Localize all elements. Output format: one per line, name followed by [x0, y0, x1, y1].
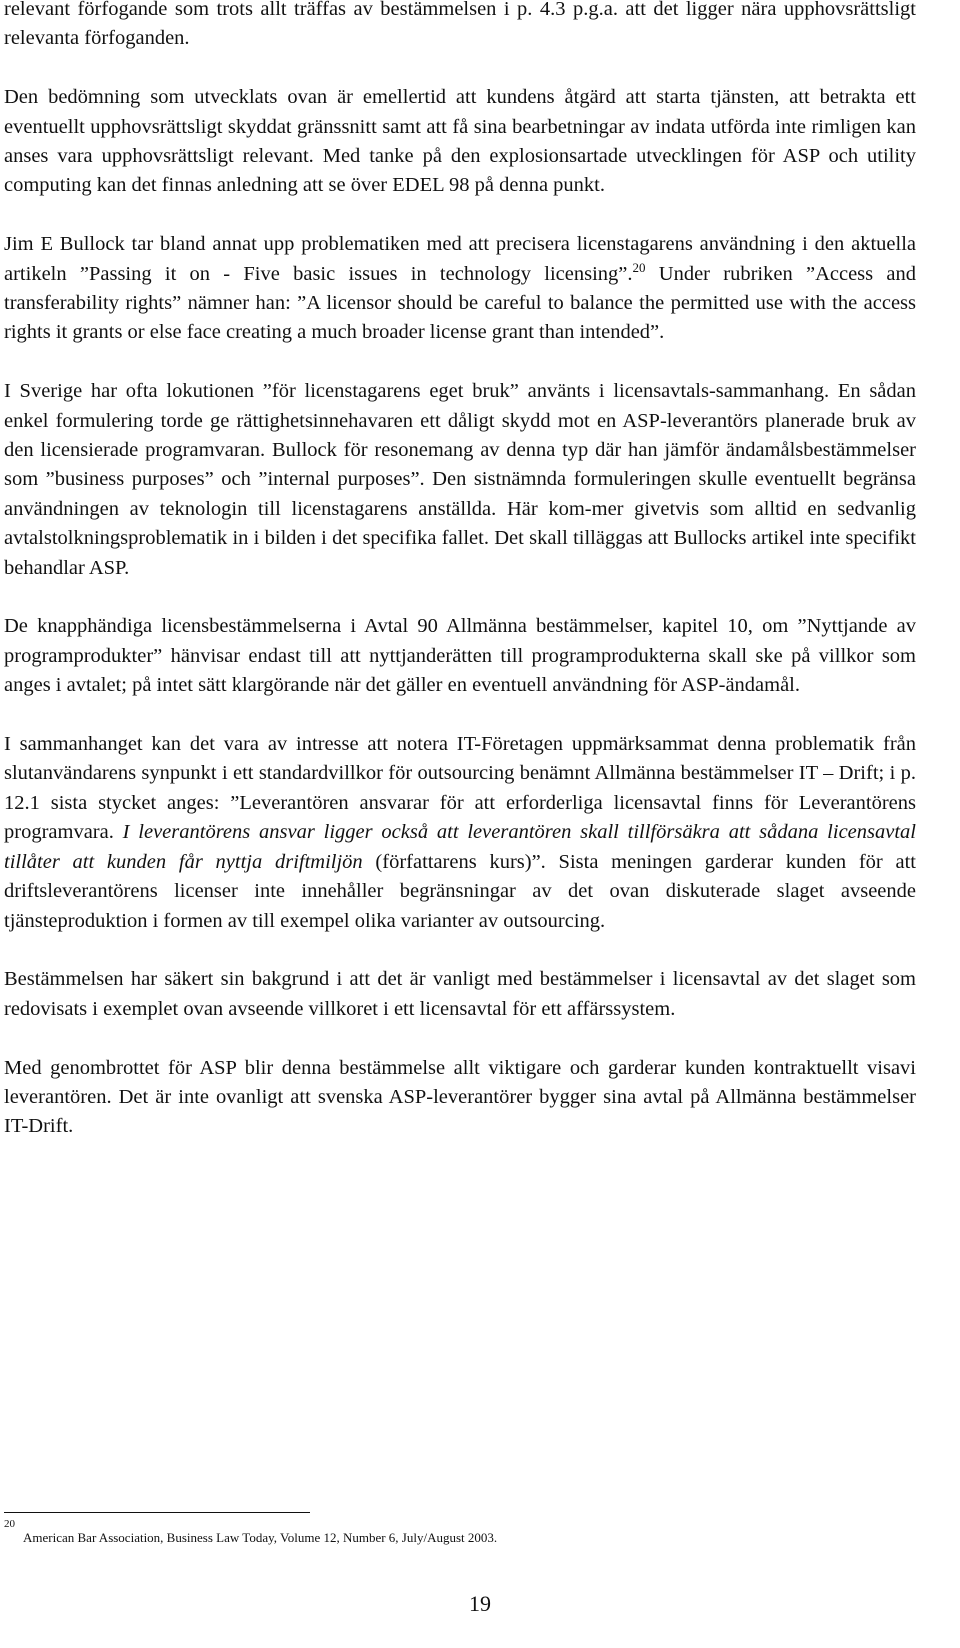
paragraph: Med genombrottet för ASP blir denna bestämmelse allt viktigare och garderar kunden kontraktuellt visavi leverantören. Det är inte ovanligt att svenska ASP-leverantörer bygger sina avtal på Allmänna bestämmelser IT-Drift. [4, 1056, 916, 1138]
footnote-number: 20 [4, 1518, 15, 1530]
footnote [4, 1518, 904, 1546]
paragraph: relevant förfogande som trots allt träffas av bestämmelsen i p. 4.3 p.g.a. att det ligger nära upphovsrättsligt relevanta förfoganden. [4, 0, 916, 50]
italic-quote: I leverantörens ansvar ligger också att leverantören skall tillförsäkra att sådana licensavtal tillåter att kunden får nyttja driftmiljön [4, 821, 916, 873]
footnote-reference[interactable]: 20 [632, 259, 646, 275]
paragraph-text: Under rubriken ”Access and transferability rights” nämner han: ”A licensor should be careful to balance the permitted use with the access rights it grants or else face creating a much broader license grant than intended”. [4, 262, 916, 344]
paragraph-text: (författarens kurs)”. Sista meningen garderar kunden för att driftsleverantörens licenser inte innehåller begränsningar av det ovan diskuterade slaget avseende tjänsteproduktion i formen av till exempel olika varianter av outsourcing. [4, 850, 916, 932]
page-number: 19 [469, 1591, 491, 1616]
paragraph: Den bedömning som utvecklats ovan är emellertid att kundens åtgärd att starta tjänsten, att betrakta ett eventuellt upphovsrättsligt skyddat gränssnitt samt att få sina bearbetningar av indata utförda inte rimligen kan anses vara upphovsrättsligt relevant. Med tanke på den explosionsartade utvecklingen för ASP och utility computing kan det finnas anledning att se över EDEL 98 på denna punkt. [4, 86, 916, 197]
paragraph [4, 730, 916, 936]
paragraph: Bestämmelsen har säkert sin bakgrund i att det är vanligt med bestämmelser i licensavtal av det slaget som redovisats i exemplet ovan avseende villkoret i ett licensavtal för ett affärssystem. [4, 968, 916, 1020]
paragraph-text: I sammanhanget kan det vara av intresse att notera IT-Företagen uppmärksammat denna problematik från slutanvändarens synpunkt i ett standardvillkor för outsourcing benämnt Allmänna bestämmelser IT – Drift; i p. 12.1 sista stycket anges: ”Leverantören ansvarar för att erforderliga licensavtal finns för Leverantörens programvara. [4, 733, 916, 844]
document-body [4, 0, 916, 1142]
footnote-text: American Bar Association, Business Law Today, Volume 12, Number 6, July/August 2003. [23, 1530, 498, 1545]
footnote-separator [4, 1512, 310, 1513]
paragraph-text: Jim E Bullock tar bland annat upp problematiken med att precisera licenstagarens användning i den aktuella artikeln ”Passing it on - Five basic issues in technology licensing”. [4, 233, 916, 285]
paragraph [4, 230, 916, 348]
paragraph: De knapphändiga licensbestämmelserna i Avtal 90 Allmänna bestämmelser, kapitel 10, om ”Nyttjande av programprodukter” hänvisar endast till att nyttjanderätten till programprodukterna skall ske på villkor som anges i avtalet; på intet sätt klargörande när det gäller en eventuell användning för ASP-ändamål. [4, 615, 916, 697]
paragraph: I Sverige har ofta lokutionen ”för licenstagarens eget bruk” använts i licensavtals-sammanhang. En sådan enkel formulering torde ge rättighetsinnehavaren ett dåligt skydd mot en ASP-leverantörs planerade bruk av den licensierade programvaran. Bullock för resonemang av denna typ där han jämför ändamålsbestämmelser som ”business purposes” och ”internal purposes”. Den sistnämnda formuleringen skulle eventuellt begränsa användningen av teknologin till licenstagarens anställda. Här kom-mer givetvis som alltid en sedvanlig avtalstolkningsproblematik in i bilden i det specifika fallet. Det skall tilläggas att Bullocks artikel inte specifikt behandlar ASP. [4, 380, 916, 579]
